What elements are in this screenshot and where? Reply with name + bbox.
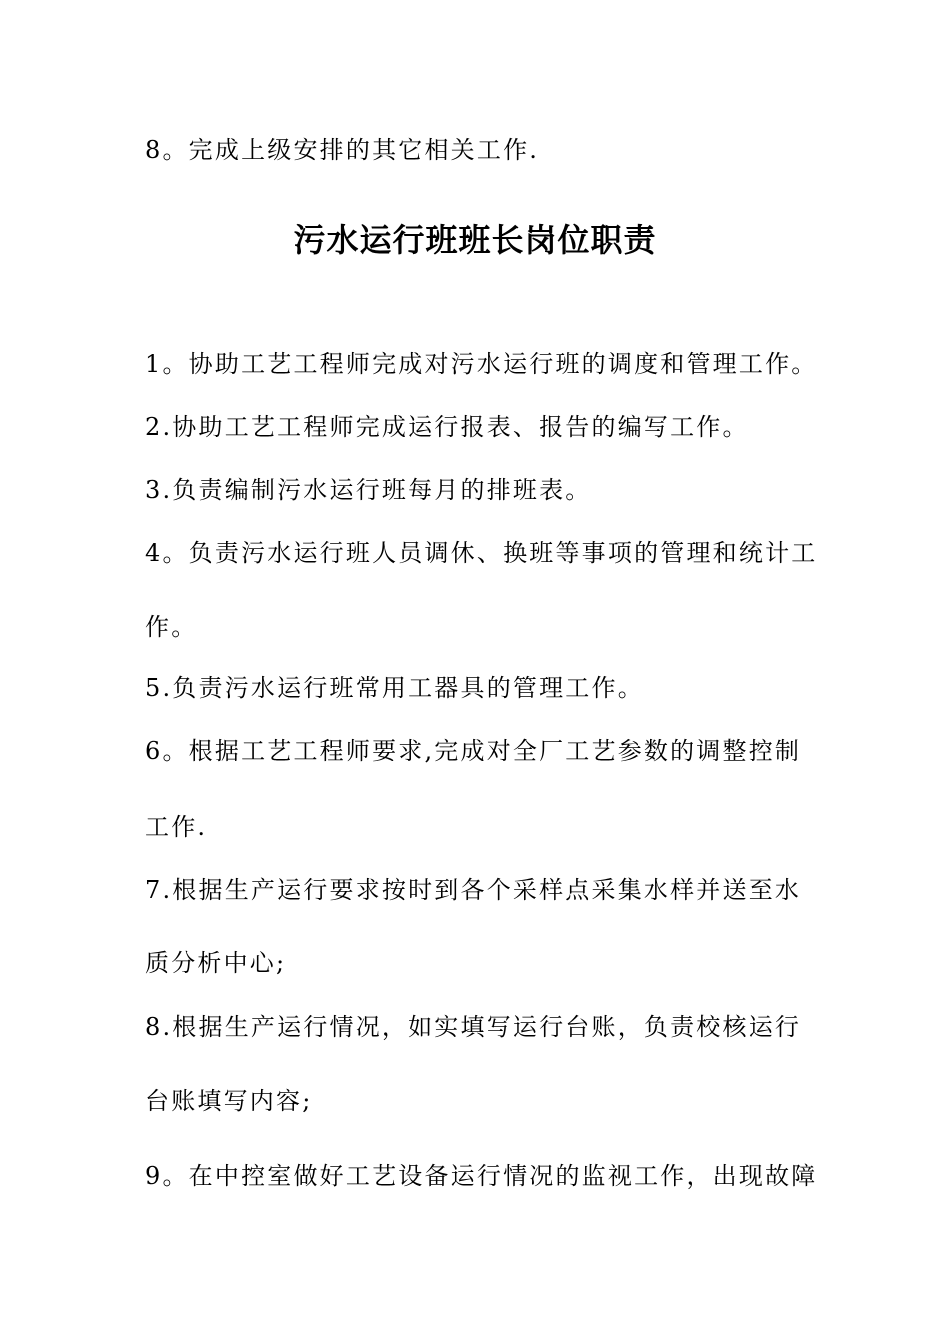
- text-line-item-4-cont: 作。: [145, 613, 198, 641]
- text-line-item-3: 3.负责编制污水运行班每月的排班表。: [145, 476, 592, 504]
- text-line-item-6: 6。根据工艺工程师要求,完成对全厂工艺参数的调整控制: [145, 737, 802, 765]
- page-title: 污水运行班班长岗位职责: [293, 221, 657, 259]
- text-line-item-4: 4。负责污水运行班人员调休、换班等事项的管理和统计工: [145, 539, 818, 567]
- text-line-item-1: 1。协助工艺工程师完成对污水运行班的调度和管理工作。: [145, 350, 818, 378]
- text-line-item-8: 8.根据生产运行情况，如实填写运行台账，负责校核运行: [145, 1013, 802, 1041]
- text-line-item-7-cont: 质分析中心;: [145, 949, 287, 977]
- text-line-item-5: 5.负责污水运行班常用工器具的管理工作。: [145, 674, 644, 702]
- text-line-item-8-cont: 台账填写内容;: [145, 1087, 313, 1115]
- text-line-item-6-cont: 工作.: [145, 813, 208, 841]
- text-line-item-7: 7.根据生产运行要求按时到各个采样点采集水样并送至水: [145, 876, 802, 904]
- text-line-item-2: 2.协助工艺工程师完成运行报表、报告的编写工作。: [145, 413, 749, 441]
- text-line-prev-item-8: 8。完成上级安排的其它相关工作.: [145, 136, 540, 164]
- text-line-item-9: 9。在中控室做好工艺设备运行情况的监视工作，出现故障: [145, 1162, 818, 1190]
